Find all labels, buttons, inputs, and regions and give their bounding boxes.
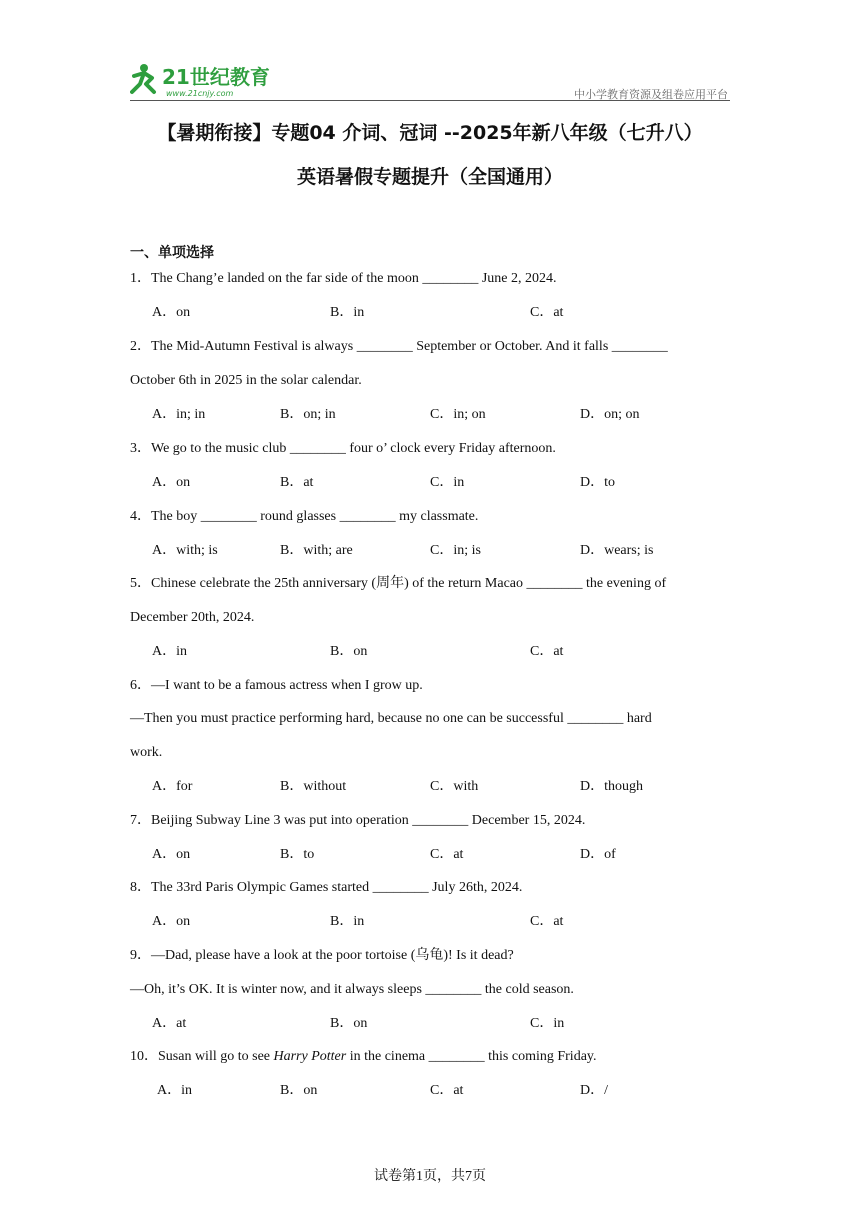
question-2: 2．The Mid-Autumn Festival is always ________ September or October. And it falls ________ — [130, 339, 668, 354]
option: A．in — [157, 1083, 192, 1098]
question-10 — [130, 1048, 730, 1066]
question-3: 3．We go to the music club ________ four o’ clock every Friday afternoon. — [130, 441, 556, 456]
option: B．to — [280, 847, 315, 862]
question-6-cont: —Then you must practice performing hard, because no one can be successful ________ hard — [130, 711, 652, 726]
option: C．at — [430, 847, 464, 862]
question-6: 6．—I want to be a famous actress when I grow up. — [130, 678, 423, 693]
option: B．at — [280, 475, 314, 490]
option: B．in — [330, 305, 365, 320]
option: B．without — [280, 779, 347, 794]
option: A．with; is — [152, 543, 218, 558]
option: D．to — [580, 475, 615, 490]
title-line-1: 【暑期衔接】专题04 介词、冠词 --2025年新八年级（七升八） — [157, 122, 703, 144]
question-9: 9．—Dad, please have a look at the poor tortoise (乌龟)! Is it dead? — [130, 948, 514, 963]
option: D．on; on — [580, 407, 640, 422]
question-6-cont: work. — [130, 745, 163, 760]
question-4: 4．The boy ________ round glasses ________ my classmate. — [130, 509, 479, 524]
option: C．at — [530, 914, 564, 929]
question-2-cont: October 6th in 2025 in the solar calendar. — [130, 373, 362, 388]
option: B．on; in — [280, 407, 336, 422]
option: A．for — [152, 779, 193, 794]
question-7: 7．Beijing Subway Line 3 was put into operation ________ December 15, 2024. — [130, 813, 586, 828]
option: D．though — [580, 779, 643, 794]
option: C．with — [430, 779, 479, 794]
option: D．of — [580, 847, 616, 862]
question-10-text: in the cinema ________ this coming Friday. — [346, 1049, 597, 1064]
question-9-cont: —Oh, it’s OK. It is winter now, and it always sleeps ________ the cold season. — [130, 982, 574, 997]
option: A．on — [152, 475, 191, 490]
header-divider — [130, 100, 730, 101]
option: A．on — [152, 305, 191, 320]
question-1: 1．The Chang’e landed on the far side of the moon ________ June 2, 2024. — [130, 271, 557, 286]
option: B．on — [330, 1016, 368, 1031]
platform-label: 中小学教育资源及组卷应用平台 — [574, 88, 728, 101]
logo-brand-text: 21世纪教育 — [162, 65, 270, 89]
option: A．in — [152, 644, 187, 659]
option: A．in; in — [152, 407, 206, 422]
runner-logo-icon — [130, 62, 270, 102]
question-5: 5．Chinese celebrate the 25th anniversary (周年) of the return Macao ________ the evening of — [130, 576, 667, 591]
option: B．with; are — [280, 543, 353, 558]
logo — [130, 62, 270, 102]
page-footer: 试卷第1页，共7页 — [374, 1169, 486, 1184]
option: D．wears; is — [580, 543, 654, 558]
page-header — [130, 62, 730, 102]
option: D．/ — [580, 1083, 608, 1098]
option: C．at — [530, 644, 564, 659]
option: C．at — [530, 305, 564, 320]
question-10-text: 10．Susan will go to see — [130, 1049, 274, 1064]
option: A．on — [152, 847, 191, 862]
option: A．at — [152, 1016, 187, 1031]
question-5-cont: December 20th, 2024. — [130, 610, 255, 625]
logo-url-text: www.21cnjy.com — [166, 89, 234, 98]
option: C．in — [530, 1016, 565, 1031]
option: B．in — [330, 914, 365, 929]
option: B．on — [330, 644, 368, 659]
section-heading: 一、单项选择 — [130, 245, 214, 261]
movie-title: Harry Potter — [273, 1049, 347, 1064]
option: C．at — [430, 1083, 464, 1098]
option: C．in; on — [430, 407, 486, 422]
option: C．in — [430, 475, 465, 490]
option: C．in; is — [430, 543, 481, 558]
option: B．on — [280, 1083, 318, 1098]
option: A．on — [152, 914, 191, 929]
question-8: 8．The 33rd Paris Olympic Games started ________ July 26th, 2024. — [130, 880, 523, 895]
title-line-2: 英语暑假专题提升（全国通用） — [296, 166, 563, 188]
